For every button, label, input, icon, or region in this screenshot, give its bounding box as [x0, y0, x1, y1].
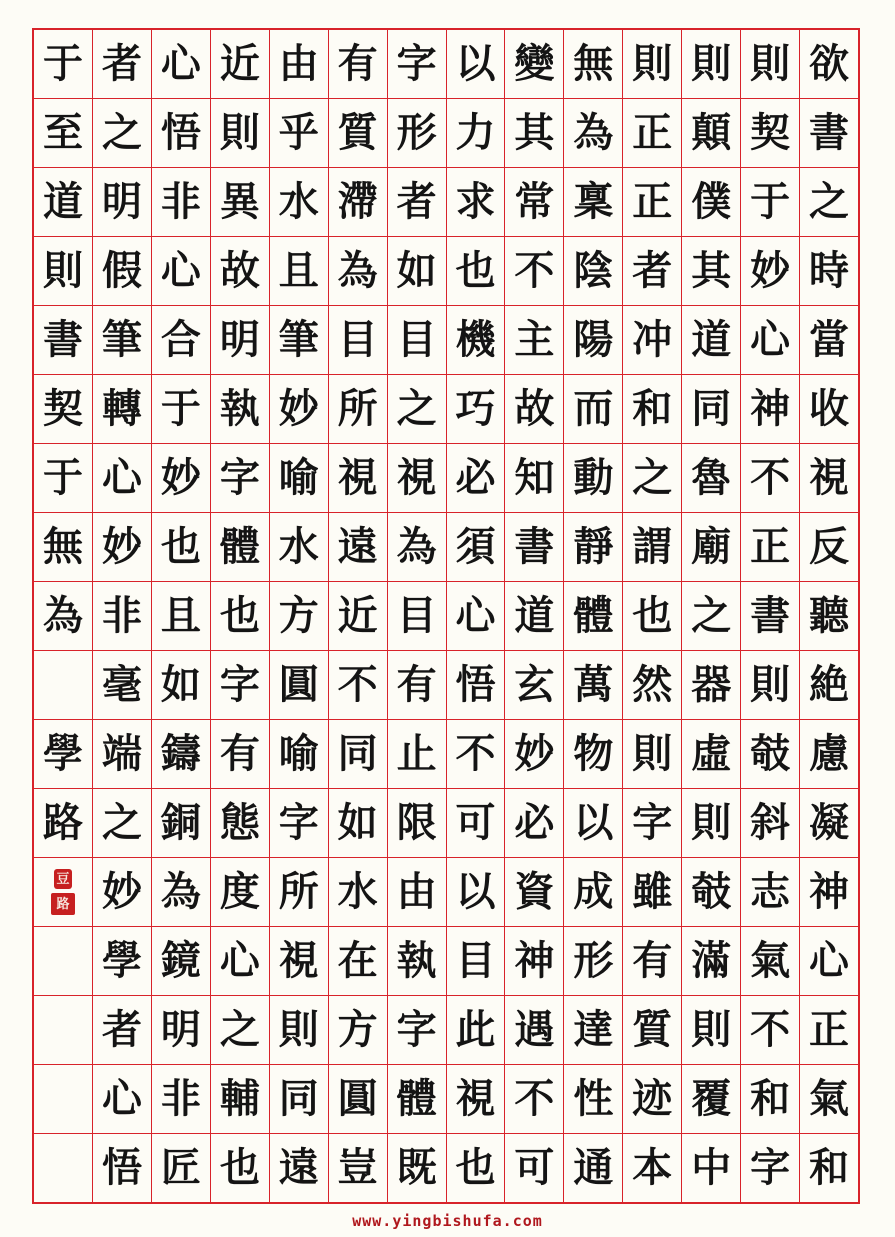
character-cell: 僕	[682, 168, 740, 237]
character-cell: 視	[447, 1065, 505, 1134]
character-cell: 為	[388, 513, 446, 582]
character-cell	[34, 927, 92, 996]
character-cell: 方	[329, 996, 387, 1065]
character-cell: 筆	[270, 306, 328, 375]
character-cell: 機	[447, 306, 505, 375]
text-column	[210, 30, 269, 1202]
character-cell: 中	[691, 1144, 732, 1191]
character-cell: 字	[270, 789, 328, 858]
character-cell: 成	[564, 858, 622, 927]
character-cell: 顛	[682, 99, 740, 168]
character-cell: 不	[741, 444, 799, 513]
character-cell: 也	[455, 1144, 496, 1191]
character-cell: 心	[93, 444, 151, 513]
character-cell: 神	[505, 927, 563, 996]
character-cell: 悟	[152, 99, 210, 168]
character-cell: 鏡	[152, 927, 210, 996]
character-cell: 則	[741, 651, 799, 720]
character-cell: 常	[505, 168, 563, 237]
character-cell: 而	[564, 375, 622, 444]
character-cell: 也	[211, 582, 269, 651]
character-cell: 凝	[800, 789, 858, 858]
character-cell: 視	[800, 444, 858, 513]
character-cell: 心	[93, 1065, 151, 1134]
character-cell: 動	[564, 444, 622, 513]
character-cell: 魯	[682, 444, 740, 513]
character-cell: 心	[152, 237, 210, 306]
text-column	[681, 30, 740, 1202]
character-cell: 明	[152, 996, 210, 1065]
character-cell: 不	[447, 720, 505, 789]
text-column	[504, 30, 563, 1202]
character-cell: 非	[152, 1065, 210, 1134]
character-cell: 同	[329, 720, 387, 789]
character-cell: 質	[329, 99, 387, 168]
character-cell: 水	[270, 513, 328, 582]
character-cell: 須	[447, 513, 505, 582]
character-cell: 收	[800, 375, 858, 444]
character-cell: 知	[505, 444, 563, 513]
character-cell: 故	[211, 237, 269, 306]
character-cell: 水	[329, 858, 387, 927]
character-cell: 圓	[270, 651, 328, 720]
character-cell: 也	[447, 237, 505, 306]
character-cell: 求	[447, 168, 505, 237]
character-cell: 鑄	[152, 720, 210, 789]
character-cell: 字	[623, 789, 681, 858]
character-cell: 悟	[101, 1144, 142, 1191]
character-cell: 執	[388, 927, 446, 996]
character-cell: 神	[741, 375, 799, 444]
character-cell: 明	[211, 306, 269, 375]
character-cell: 妙	[270, 375, 328, 444]
character-cell: 無	[564, 30, 622, 99]
character-cell: 時	[800, 237, 858, 306]
character-cell: 形	[564, 927, 622, 996]
character-cell: 玄	[505, 651, 563, 720]
character-cell: 為	[564, 99, 622, 168]
character-cell: 變	[505, 30, 563, 99]
character-cell: 字	[211, 444, 269, 513]
character-cell: 字	[388, 996, 446, 1065]
character-cell: 則	[682, 30, 740, 99]
character-cell: 限	[388, 789, 446, 858]
character-cell: 契	[741, 99, 799, 168]
character-cell: 本	[632, 1144, 673, 1191]
character-cell: 字	[388, 30, 446, 99]
character-cell: 視	[270, 927, 328, 996]
text-column	[799, 30, 858, 1202]
character-cell: 為	[329, 237, 387, 306]
character-cell: 和	[809, 1144, 850, 1191]
calligraphy-grid	[32, 28, 860, 1204]
character-cell: 銅	[152, 789, 210, 858]
character-cell: 達	[564, 996, 622, 1065]
character-cell: 則	[682, 996, 740, 1065]
character-cell: 其	[505, 99, 563, 168]
character-cell: 則	[211, 99, 269, 168]
footer-url: www.yingbishufa.com	[352, 1212, 543, 1230]
character-cell: 體	[388, 1065, 446, 1134]
text-column	[622, 30, 681, 1202]
character-cell: 端	[93, 720, 151, 789]
character-cell: 喻	[270, 444, 328, 513]
character-cell: 神	[800, 858, 858, 927]
character-cell: 書	[34, 306, 92, 375]
character-cell: 然	[623, 651, 681, 720]
character-cell: 視	[388, 444, 446, 513]
character-cell: 資	[505, 858, 563, 927]
character-cell	[34, 1134, 92, 1202]
character-cell: 以	[564, 789, 622, 858]
character-cell: 雖	[623, 858, 681, 927]
character-cell: 妙	[505, 720, 563, 789]
character-cell: 和	[741, 1065, 799, 1134]
character-cell: 滯	[329, 168, 387, 237]
character-cell: 心	[447, 582, 505, 651]
character-cell: 則	[623, 30, 681, 99]
character-cell: 不	[329, 651, 387, 720]
character-cell: 非	[152, 168, 210, 237]
character-cell: 喻	[270, 720, 328, 789]
text-column	[34, 30, 92, 1202]
character-cell: 不	[505, 1065, 563, 1134]
character-cell: 主	[505, 306, 563, 375]
character-cell: 稟	[564, 168, 622, 237]
character-cell: 有	[211, 720, 269, 789]
character-cell: 性	[564, 1065, 622, 1134]
character-cell: 為	[152, 858, 210, 927]
character-cell: 在	[329, 927, 387, 996]
character-cell: 也	[623, 582, 681, 651]
character-cell: 則	[741, 30, 799, 99]
character-cell: 攲	[682, 858, 740, 927]
character-cell: 學	[34, 720, 92, 789]
character-cell: 體	[564, 582, 622, 651]
character-cell: 輔	[211, 1065, 269, 1134]
character-cell: 書	[741, 582, 799, 651]
character-cell: 聽	[800, 582, 858, 651]
character-cell: 者	[623, 237, 681, 306]
character-cell: 乎	[270, 99, 328, 168]
character-cell: 如	[329, 789, 387, 858]
character-cell	[34, 996, 92, 1065]
character-cell: 同	[682, 375, 740, 444]
character-cell: 不	[741, 996, 799, 1065]
character-cell: 轉	[93, 375, 151, 444]
character-cell: 以	[447, 30, 505, 99]
character-cell: 慮	[800, 720, 858, 789]
character-cell: 之	[93, 99, 151, 168]
character-cell: 廟	[682, 513, 740, 582]
character-cell: 之	[93, 789, 151, 858]
character-cell: 契	[34, 375, 92, 444]
character-cell: 靜	[564, 513, 622, 582]
red-seal-stamp: 豆	[54, 869, 72, 889]
character-cell: 道	[682, 306, 740, 375]
character-cell: 所	[270, 858, 328, 927]
character-cell: 者	[93, 996, 151, 1065]
character-cell: 筆	[93, 306, 151, 375]
text-column	[92, 30, 151, 1202]
character-cell: 體	[211, 513, 269, 582]
character-cell: 器	[682, 651, 740, 720]
character-cell: 近	[329, 582, 387, 651]
character-cell: 妙	[741, 237, 799, 306]
character-cell: 妙	[93, 858, 151, 927]
character-cell: 悟	[447, 651, 505, 720]
character-cell: 陰	[564, 237, 622, 306]
character-cell: 形	[388, 99, 446, 168]
character-cell: 毫	[93, 651, 151, 720]
character-cell: 水	[270, 168, 328, 237]
character-cell: 明	[93, 168, 151, 237]
character-cell: 滿	[682, 927, 740, 996]
character-cell: 視	[329, 444, 387, 513]
character-cell: 止	[388, 720, 446, 789]
character-cell: 由	[270, 30, 328, 99]
character-cell: 之	[388, 375, 446, 444]
character-cell: 圓	[329, 1065, 387, 1134]
character-cell: 妙	[93, 513, 151, 582]
character-cell: 必	[505, 789, 563, 858]
character-cell: 心	[211, 927, 269, 996]
character-cell: 其	[682, 237, 740, 306]
character-cell: 且	[152, 582, 210, 651]
character-cell: 謂	[623, 513, 681, 582]
character-cell: 迹	[623, 1065, 681, 1134]
character-cell: 有	[329, 30, 387, 99]
character-cell: 則	[623, 720, 681, 789]
character-cell: 合	[152, 306, 210, 375]
character-cell: 可	[514, 1144, 555, 1191]
character-cell: 攲	[741, 720, 799, 789]
character-cell: 所	[329, 375, 387, 444]
character-cell: 則	[34, 237, 92, 306]
character-cell: 當	[800, 306, 858, 375]
character-cell: 態	[211, 789, 269, 858]
character-cell: 者	[388, 168, 446, 237]
character-cell: 也	[152, 513, 210, 582]
character-cell: 和	[623, 375, 681, 444]
character-cell: 冲	[623, 306, 681, 375]
character-cell: 心	[800, 927, 858, 996]
character-cell: 萬	[564, 651, 622, 720]
character-cell: 如	[388, 237, 446, 306]
character-cell: 可	[447, 789, 505, 858]
character-cell: 度	[211, 858, 269, 927]
character-cell: 非	[93, 582, 151, 651]
character-cell: 近	[211, 30, 269, 99]
character-cell: 書	[505, 513, 563, 582]
character-cell: 陽	[564, 306, 622, 375]
character-cell: 且	[270, 237, 328, 306]
text-column	[151, 30, 210, 1202]
text-column	[328, 30, 387, 1202]
character-cell: 目	[329, 306, 387, 375]
character-cell: 欲	[800, 30, 858, 99]
character-cell: 正	[741, 513, 799, 582]
character-cell: 通	[573, 1144, 614, 1191]
character-cell: 匠	[160, 1144, 201, 1191]
character-cell: 目	[388, 582, 446, 651]
character-cell: 斜	[741, 789, 799, 858]
character-cell: 有	[388, 651, 446, 720]
character-cell: 遇	[505, 996, 563, 1065]
character-cell: 于	[34, 444, 92, 513]
character-cell: 無	[34, 513, 92, 582]
character-cell: 有	[623, 927, 681, 996]
character-cell: 于	[152, 375, 210, 444]
character-cell: 道	[505, 582, 563, 651]
character-cell: 之	[211, 996, 269, 1065]
character-cell: 氣	[800, 1065, 858, 1134]
character-cell: 氣	[741, 927, 799, 996]
character-cell: 妙	[152, 444, 210, 513]
character-cell: 目	[388, 306, 446, 375]
character-cell: 反	[800, 513, 858, 582]
character-cell: 以	[447, 858, 505, 927]
character-cell: 絶	[800, 651, 858, 720]
text-column	[269, 30, 328, 1202]
character-cell: 道	[34, 168, 92, 237]
character-cell: 心	[152, 30, 210, 99]
character-cell: 之	[623, 444, 681, 513]
character-cell: 覆	[682, 1065, 740, 1134]
character-cell: 巧	[447, 375, 505, 444]
character-cell: 正	[623, 168, 681, 237]
character-cell: 則	[682, 789, 740, 858]
character-cell	[34, 1065, 92, 1134]
character-cell: 既	[396, 1144, 437, 1191]
character-cell: 正	[623, 99, 681, 168]
character-cell: 路	[34, 789, 92, 858]
character-cell: 執	[211, 375, 269, 444]
character-cell: 遠	[329, 513, 387, 582]
text-column	[740, 30, 799, 1202]
character-cell: 目	[447, 927, 505, 996]
text-column	[446, 30, 505, 1202]
character-cell: 必	[447, 444, 505, 513]
character-cell: 物	[564, 720, 622, 789]
character-cell: 此	[447, 996, 505, 1065]
character-cell: 學	[93, 927, 151, 996]
character-cell: 志	[741, 858, 799, 927]
character-cell: 虛	[682, 720, 740, 789]
text-column	[563, 30, 622, 1202]
character-cell: 假	[93, 237, 151, 306]
character-cell: 異	[211, 168, 269, 237]
character-cell: 書	[800, 99, 858, 168]
character-cell: 則	[270, 996, 328, 1065]
character-cell: 也	[219, 1144, 260, 1191]
character-cell: 如	[152, 651, 210, 720]
red-seal-stamp: 路	[51, 893, 75, 915]
character-cell: 遠	[278, 1144, 319, 1191]
seal-cell	[34, 858, 92, 927]
character-cell: 故	[505, 375, 563, 444]
text-column	[387, 30, 446, 1202]
character-cell: 方	[270, 582, 328, 651]
character-cell: 心	[741, 306, 799, 375]
character-cell: 之	[800, 168, 858, 237]
character-cell: 由	[388, 858, 446, 927]
character-cell: 之	[682, 582, 740, 651]
character-cell: 字	[750, 1144, 791, 1191]
character-cell: 于	[34, 30, 92, 99]
character-cell: 為	[34, 582, 92, 651]
character-cell: 力	[447, 99, 505, 168]
character-cell: 于	[741, 168, 799, 237]
character-cell: 者	[93, 30, 151, 99]
character-cell: 正	[800, 996, 858, 1065]
character-cell: 同	[270, 1065, 328, 1134]
character-cell	[34, 651, 92, 720]
character-cell: 不	[505, 237, 563, 306]
character-cell: 質	[623, 996, 681, 1065]
character-cell: 豈	[337, 1144, 378, 1191]
character-cell: 至	[34, 99, 92, 168]
character-cell: 字	[211, 651, 269, 720]
